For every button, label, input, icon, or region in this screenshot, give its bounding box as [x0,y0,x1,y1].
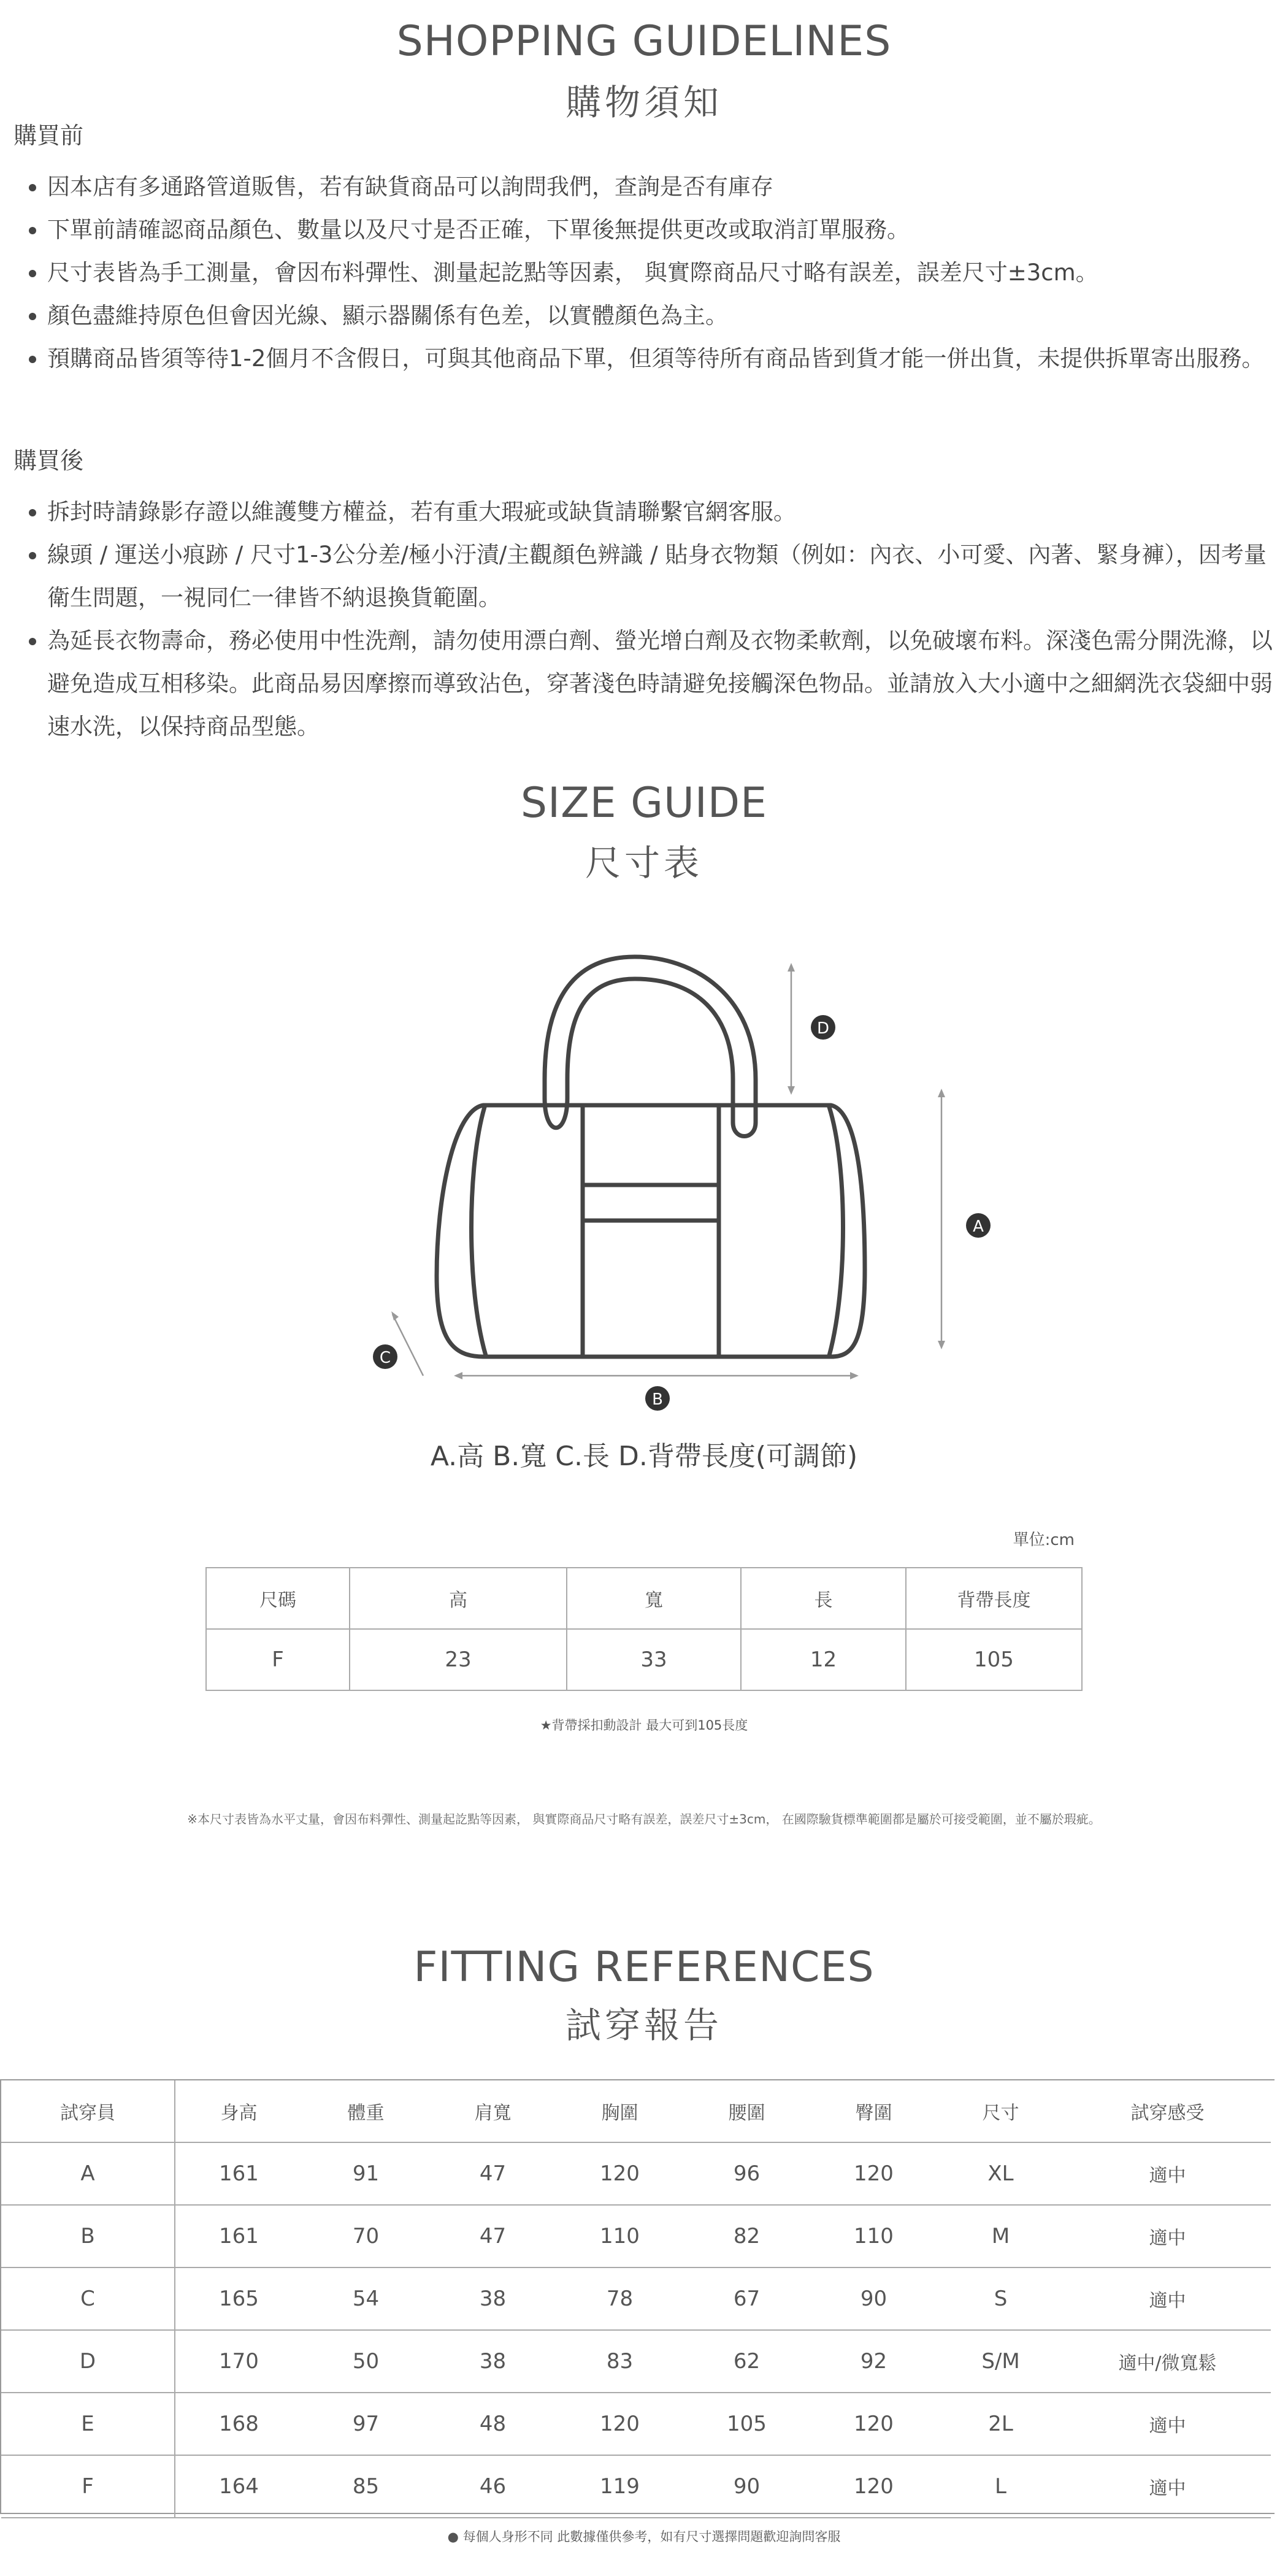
fitting-header-cell: 試穿感受 [1064,2080,1271,2142]
fitting-header-cell: 體重 [302,2080,429,2142]
unit-label: 單位:cm [1013,1531,1075,1549]
marker-c [373,1344,397,1369]
marker-c-label: C [379,1349,391,1367]
measurement-disclaimer: ※本尺寸表皆為水平丈量，會因布料彈性、測量起訖點等因素， 與實際商品尺寸略有誤差，誤差尺寸±3cm， 在國際驗貨標準範圍都是屬於可接受範圍，並不屬於瑕疵。 [187,1812,1101,1827]
fitting-cell: 120 [810,2142,937,2205]
marker-d-label: D [816,1019,830,1038]
fitting-cell: 適中 [1064,2267,1271,2330]
size-cell: 23 [350,1629,567,1690]
shopping-title-en: SHOPPING GUIDELINES [396,17,892,66]
fitting-row [1,2393,1271,2455]
size-header-cell: 高 [350,1568,567,1629]
fitting-cell: 62 [683,2330,810,2393]
size-table-header [206,1568,1082,1629]
fitting-cell: 適中 [1064,2142,1271,2205]
fitting-cell: 47 [429,2205,556,2267]
fitting-cell: 161 [175,2205,302,2267]
fitting-cell: 67 [683,2267,810,2330]
fitting-cell: 50 [302,2330,429,2393]
fitting-cell: 97 [302,2393,429,2455]
fitting-cell: 適中 [1064,2205,1271,2267]
guide-item: 下單前請確認商品顏色、數量以及尺寸是否正確，下單後無提供更改或取消訂單服務。 [21,209,1279,251]
fitting-header-cell: 試穿員 [1,2080,175,2142]
fitting-cell: 110 [556,2205,683,2267]
before-purchase-list [21,166,1279,380]
dimension-line-c [393,1314,423,1376]
size-header-cell: 長 [741,1568,906,1629]
fitting-cell: M [937,2205,1064,2267]
fitting-cell: L [937,2455,1064,2518]
size-header-cell: 尺碼 [206,1568,350,1629]
size-header-cell: 背帶長度 [906,1568,1082,1629]
fitting-title-en: FITTING REFERENCES [413,1943,875,1991]
bag-diagram [0,920,1288,1411]
size-guide-title-zh: 尺寸表 [585,842,703,884]
fitting-cell: 90 [810,2267,937,2330]
fitting-cell: A [1,2142,175,2205]
fitting-row [1,2267,1271,2330]
size-cell: 105 [906,1629,1082,1690]
fitting-cell: 46 [429,2455,556,2518]
fitting-cell: 120 [556,2393,683,2455]
bag-side-right [829,1107,843,1355]
size-table-row [206,1629,1082,1690]
fitting-table-header [1,2080,1271,2142]
fitting-cell: 120 [810,2455,937,2518]
guide-item: 預購商品皆須等待1-2個月不含假日，可與其他商品下單，但須等待所有商品皆到貨才能一併出貨，未提供拆單寄出服務。 [21,337,1279,380]
marker-d [811,1015,835,1040]
guide-item: 拆封時請錄影存證以維護雙方權益，若有重大瑕疵或缺貨請聯繫官網客服。 [21,491,1279,534]
fitting-cell: 165 [175,2267,302,2330]
strap-note: ★背帶採扣動設計 最大可到105長度 [540,1718,748,1733]
fitting-row [1,2142,1271,2205]
fitting-cell: 168 [175,2393,302,2455]
guide-item: 尺寸表皆為手工測量，會因布料彈性、測量起訖點等因素， 與實際商品尺寸略有誤差，誤差尺寸±3cm。 [21,251,1279,294]
marker-b [645,1386,670,1411]
fitting-cell: 120 [810,2393,937,2455]
fitting-cell: 85 [302,2455,429,2518]
marker-a-label: A [973,1217,984,1236]
fitting-cell: 83 [556,2330,683,2393]
fitting-cell: 105 [683,2393,810,2455]
fitting-cell: 48 [429,2393,556,2455]
after-purchase-label: 購買後 [13,447,84,474]
bag-side-left [472,1107,486,1355]
fitting-cell: 119 [556,2455,683,2518]
before-purchase-label: 購買前 [13,122,84,149]
fitting-cell: 47 [429,2142,556,2205]
fitting-table [1,2080,1271,2518]
fitting-header-cell: 臀圍 [810,2080,937,2142]
fitting-cell: 164 [175,2455,302,2518]
marker-a [966,1213,991,1238]
bag-center-panel [583,1105,719,1357]
fitting-cell: 2L [937,2393,1064,2455]
shopping-title-zh: 購物須知 [565,82,723,123]
fitting-cell: 120 [556,2142,683,2205]
fitting-row [1,2205,1271,2267]
fitting-cell: C [1,2267,175,2330]
fitting-cell: 96 [683,2142,810,2205]
fitting-table-frame [0,2079,1275,2514]
fitting-header-cell: 身高 [175,2080,302,2142]
dimension-caption: A.高 B.寬 C.長 D.背帶長度(可調節) [430,1441,858,1472]
guide-item: 因本店有多通路管道販售，若有缺貨商品可以詢問我們，查詢是否有庫存 [21,166,1279,209]
fitting-cell: 適中 [1064,2393,1271,2455]
size-guide-title-en: SIZE GUIDE [520,779,768,827]
size-header-cell: 寬 [567,1568,741,1629]
fitting-title-zh: 試穿報告 [565,2004,723,2046]
fitting-cell: 170 [175,2330,302,2393]
fitting-row [1,2330,1271,2393]
fitting-cell: 91 [302,2142,429,2205]
bag-handle-outer [545,957,756,1137]
fitting-cell: S [937,2267,1064,2330]
fitting-header-cell: 肩寬 [429,2080,556,2142]
fitting-cell: 82 [683,2205,810,2267]
fitting-note: ● 每個人身形不同 此數據僅供參考，如有尺寸選擇問題歡迎詢問客服 [447,2529,841,2544]
fitting-cell: 適中/微寬鬆 [1064,2330,1271,2393]
fitting-row [1,2455,1271,2518]
marker-b-label: B [652,1390,663,1409]
after-purchase-list [21,491,1279,748]
fitting-cell: F [1,2455,175,2518]
fitting-cell: S/M [937,2330,1064,2393]
guide-item: 為延長衣物壽命，務必使用中性洗劑，請勿使用漂白劑、螢光增白劑及衣物柔軟劑，以免破壞布料。深淺色需分開洗滌，以避免造成互相移染。此商品易因摩擦而導致沾色，穿著淺色時請避免接觸深色物品。並請放入大小適中之細網洗衣袋細中弱速水洗，以保持商品型態。 [21,619,1279,748]
fitting-header-cell: 胸圍 [556,2080,683,2142]
fitting-cell: B [1,2205,175,2267]
fitting-cell: D [1,2330,175,2393]
fitting-cell: XL [937,2142,1064,2205]
fitting-cell: 70 [302,2205,429,2267]
fitting-cell: 161 [175,2142,302,2205]
fitting-header-cell: 腰圍 [683,2080,810,2142]
bag-body [437,1105,865,1357]
fitting-cell: 38 [429,2267,556,2330]
fitting-cell: 110 [810,2205,937,2267]
fitting-cell: 38 [429,2330,556,2393]
size-cell: 12 [741,1629,906,1690]
size-cell: F [206,1629,350,1690]
size-cell: 33 [567,1629,741,1690]
fitting-cell: E [1,2393,175,2455]
fitting-cell: 54 [302,2267,429,2330]
guide-item: 線頭 / 運送小痕跡 / 尺寸1-3公分差/極小汙漬/主觀顏色辨識 / 貼身衣物類（例如：內衣、小可愛、內著、緊身褲），因考量衛生問題，一視同仁一律皆不納退換貨範圍。 [21,534,1279,619]
size-table [205,1567,1083,1691]
fitting-cell: 90 [683,2455,810,2518]
fitting-cell: 適中 [1064,2455,1271,2518]
fitting-header-cell: 尺寸 [937,2080,1064,2142]
guide-item: 顏色盡維持原色但會因光線、顯示器關係有色差，以實體顏色為主。 [21,294,1279,337]
fitting-cell: 92 [810,2330,937,2393]
fitting-cell: 78 [556,2267,683,2330]
